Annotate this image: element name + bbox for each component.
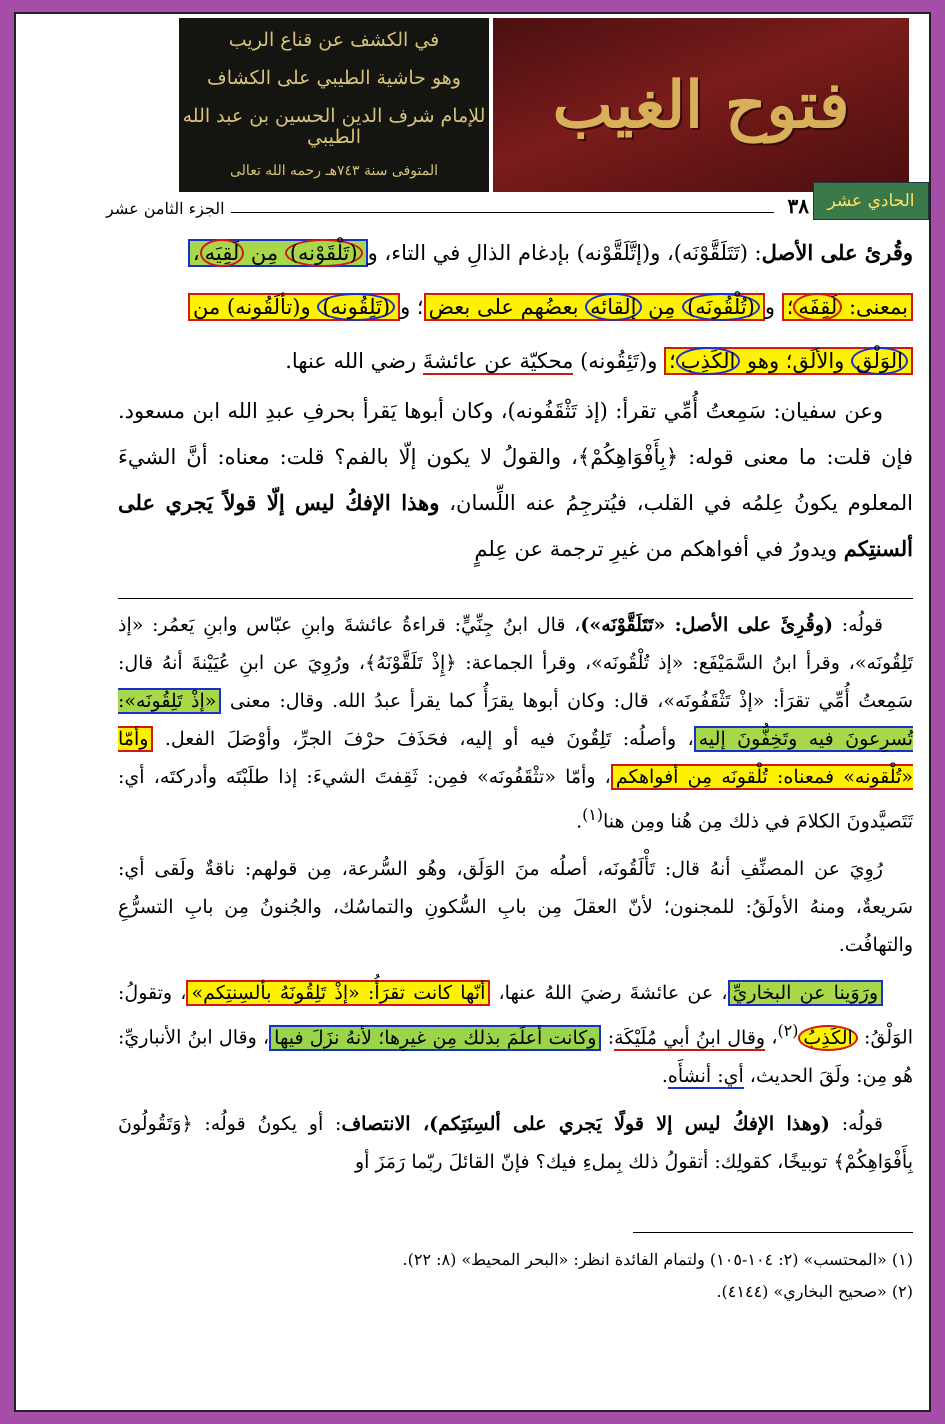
text-span: قولُه:: [832, 614, 883, 636]
text-span: ،: [192, 241, 200, 265]
page-number: ٣٨: [787, 194, 809, 218]
text-span: قولُه:: [829, 1112, 883, 1135]
main-heading-phrase: وقُرئ على الأصل: [761, 240, 913, 265]
circled-word: (تَلِقُونه): [317, 293, 395, 321]
text-span: : (تَتَلَقَّوْنَه)، و(إتَّلَقَّوْنه) بإدغام الذالِ في التاء، و: [367, 241, 762, 265]
text-span: ، عن عائشةَ رضيَ اللهُ عنها،: [490, 982, 728, 1005]
circled-word: الكَذِبُ: [798, 1025, 857, 1051]
text-span: وعن سفيان: سَمِعتُ أُمِّي تقرأ: (إذ تَثْقَفُونه)، وكان أبوها يَقرأ بحرفِ عبدِ الله ابن مسعود. فإن قلت: ما معنى قوله: ﴿بِأَفْوَاهِكُمْ﴾، والقولُ لا يكون إلّا بالفم؟ قلت: معناه: أنَّ الشيءَ المعلوم يكونُ عِلمُه في القلب، فيُترجِمُ عنه اللِّسان،: [118, 399, 913, 515]
text-span: ، وأمّا «تثْقَفُونَه» فمِن: ثَقِفتَ الشيءَ: إذا طلَبْتَه وأدركتَه، أي: تَتَصيَّدونَ الكلامَ في ذلك مِن هُنا ومِن هنا: [118, 766, 913, 833]
text-span: ، وتقولُ: الوَلْقُ:: [118, 982, 913, 1049]
subtitle-line-1: في الكشف عن قناع الريب: [228, 29, 440, 52]
footnote-1: (١) «المحتسب» (٢: ١٠٤-١٠٥) ولتمام الفائدة انظر: «البحر المحيط» (٨: ٢٢).: [402, 1250, 913, 1269]
subtitle-line-3: للإمام شرف الدين الحسين بن عبد الله الطيبي: [182, 104, 486, 148]
page-header: [106, 194, 809, 218]
text-span: (تألَقُونه) من: [192, 295, 301, 319]
subtitle-line-4: المتوفى سنة ٧٤٣هـ رحمه الله تعالى: [230, 163, 438, 180]
bold-phrase: (وهذا الإفكُ ليس إلا قولًا يَجري على ألسِنَتِكم)، الانتصاف: [341, 1112, 830, 1135]
circled-word: لَقِيَه: [200, 239, 245, 267]
main-paragraph-2: [118, 388, 913, 572]
highlight-yellow-4: [664, 347, 913, 375]
volume-label: الحادي عشر: [813, 182, 929, 220]
text-separator: [118, 598, 913, 599]
book-title: فتوح الغيب: [552, 67, 850, 143]
underlined-phrase: محكيّة عن عائشةَ: [422, 349, 574, 373]
commentary-paragraph-4: [118, 1105, 913, 1181]
highlight-yellow-3: [188, 293, 400, 321]
footnote-separator: [633, 1232, 913, 1233]
part-label: الجزء الثامن عشر: [106, 199, 225, 218]
text-span: ، وأصلُه: تَلِقُونَ فيه أو إليه، فحَذَفَ حرْفَ الجرِّ، وأوْصَلَ الفعل.: [153, 728, 694, 750]
underlined-phrase: أي: أنشأَه: [667, 1064, 744, 1087]
footnote-ref-2[interactable]: (٢): [777, 1021, 799, 1041]
text-span: مِن: [244, 241, 285, 265]
highlight-yellow-2: [424, 293, 765, 321]
text-span: و: [764, 295, 782, 319]
text-span: ، وقال ابنُ الأنباريِّ: هُو مِن: ولَقَ الحديث،: [118, 1026, 913, 1087]
circled-word: (تُلْقُونَه): [682, 293, 760, 321]
text-span: ، قال ابنُ جِنِّيٍّ: قراءةُ عائشةَ وابنِ عبّاس وابنِ يَعمُر: «إذ تَلِقُونَه»، وقرأ ابنُ السَّمَيْفَع: «إذ تُلْقُونَه»، وقرأ الجماعة: ﴿إِذْ تَلَقَّوْنَهُ﴾، ورُوِيَ عن ابنِ عُيَيْنةَ أنهُ قال: سَمِعتُ أُمِّي تقرَأ: «إذْ تَثْقَفُونَه»، قال: وكان أبوها يقرَأُ كما يقرأ عبدُ الله. وقال: معنى: [118, 614, 913, 712]
page: [14, 12, 931, 1412]
bold-phrase: (وقُرِئَ على الأصل: «تَتَلَقَّوْنَه»): [580, 614, 833, 636]
highlight-yellow-5: وأمّا «تُلْقونه» فمعناه: تُلْقونَه مِن أفواهكم: [118, 728, 913, 788]
text-span: ؛ و: [400, 295, 424, 319]
text-span: : أو يكونُ قولُه: ﴿وَتَقُولُونَ بِأَفْوَاهِكُمْ﴾ توبيخًا، كقولِك: أتقولُ ذلك بِملءِ فيك؟ فإنّ القائلَ ربّما رَمَزَ أو: [118, 1112, 913, 1173]
header-rule: [231, 212, 774, 213]
circled-word: إلقائه: [585, 293, 641, 321]
text-span: :: [601, 1026, 615, 1049]
bold-phrase: وهذا الإفكُ ليس إلّا قولاً يَجري على ألسنتِكم: [118, 490, 913, 561]
circled-word: لَقِفَه: [793, 293, 842, 321]
book-title-banner: [493, 18, 909, 192]
circled-word: الوَلْق: [851, 347, 908, 375]
commentary-paragraph-1: [118, 606, 913, 840]
footnote-2: (٢) «صحيح البخاري» (٤١٤٤).: [716, 1282, 913, 1301]
highlight-green-3: ورَوَينا عن البخاريِّ: [728, 980, 883, 1006]
highlight-green-2: «إذْ تَلِقُونَه»: تُسرِعونَ فيه وتَخِفُّونَ إليه: [118, 690, 914, 750]
commentary-paragraph-2: رُوِيَ عن المصنِّفِ أنهُ قال: تَأْلَقُونَه، أصلُه منَ الوَلَق، وهُو السُّرعة، مِن قولهم: ناقةٌ ولَقى أي: سَريعةٌ، ومنهُ الأولَقُ: للمجنون؛ لأنّ العقلَ مِن بابِ السُّكونِ والتماسُك، والجُنونُ مِن بابِ التسرُّعِ والتهافُت.: [118, 858, 913, 957]
text-span: .: [661, 1064, 668, 1087]
text-span: و: [300, 295, 318, 319]
circled-word: (تَلْقَوْنه): [285, 239, 363, 267]
highlight-green-1: [188, 239, 368, 267]
text-span: .: [576, 810, 583, 833]
circled-word: الكَذِب: [676, 347, 741, 375]
highlight-yellow-6: أنّها كانت تقرَأُ: «إذْ تَلِقُونَهُ بألسِنتِكم»: [186, 980, 490, 1006]
main-text: [118, 226, 913, 572]
footnotes: [118, 1244, 913, 1308]
book-subtitle-banner: [179, 18, 489, 192]
text-span: و(تَئِقُونه): [573, 349, 665, 373]
subtitle-line-2: وهو حاشية الطيبي على الكشاف: [207, 67, 461, 90]
text-span: رضي الله عنها.: [285, 349, 423, 373]
highlight-yellow-1: [782, 293, 913, 321]
text-span: بمعنى:: [842, 295, 908, 319]
text-span: مِن: [641, 295, 683, 319]
text-span: والألَق؛ وهو: [740, 349, 851, 373]
text-span: بعضُهم على بعض: [428, 295, 586, 319]
underlined-phrase: وقال ابنُ أبي مُلَيْكَة: [614, 1026, 766, 1049]
highlight-green-4: وكانت أعلَمَ بذلك مِن غيرِها؛ لأنهُ نزَلَ فيها: [269, 1025, 601, 1051]
main-paragraph-1: [118, 226, 913, 388]
text-span: ؛: [669, 349, 676, 373]
commentary-paragraph-3: [118, 974, 913, 1094]
text-span: ،: [765, 1026, 778, 1049]
text-span: ويدورُ في أفواهكم من غيرِ ترجمة عن عِلمٍ: [474, 537, 844, 561]
footnote-ref-1[interactable]: (١): [582, 805, 603, 824]
commentary-text: [118, 606, 913, 1191]
text-span: ؛: [786, 295, 794, 319]
